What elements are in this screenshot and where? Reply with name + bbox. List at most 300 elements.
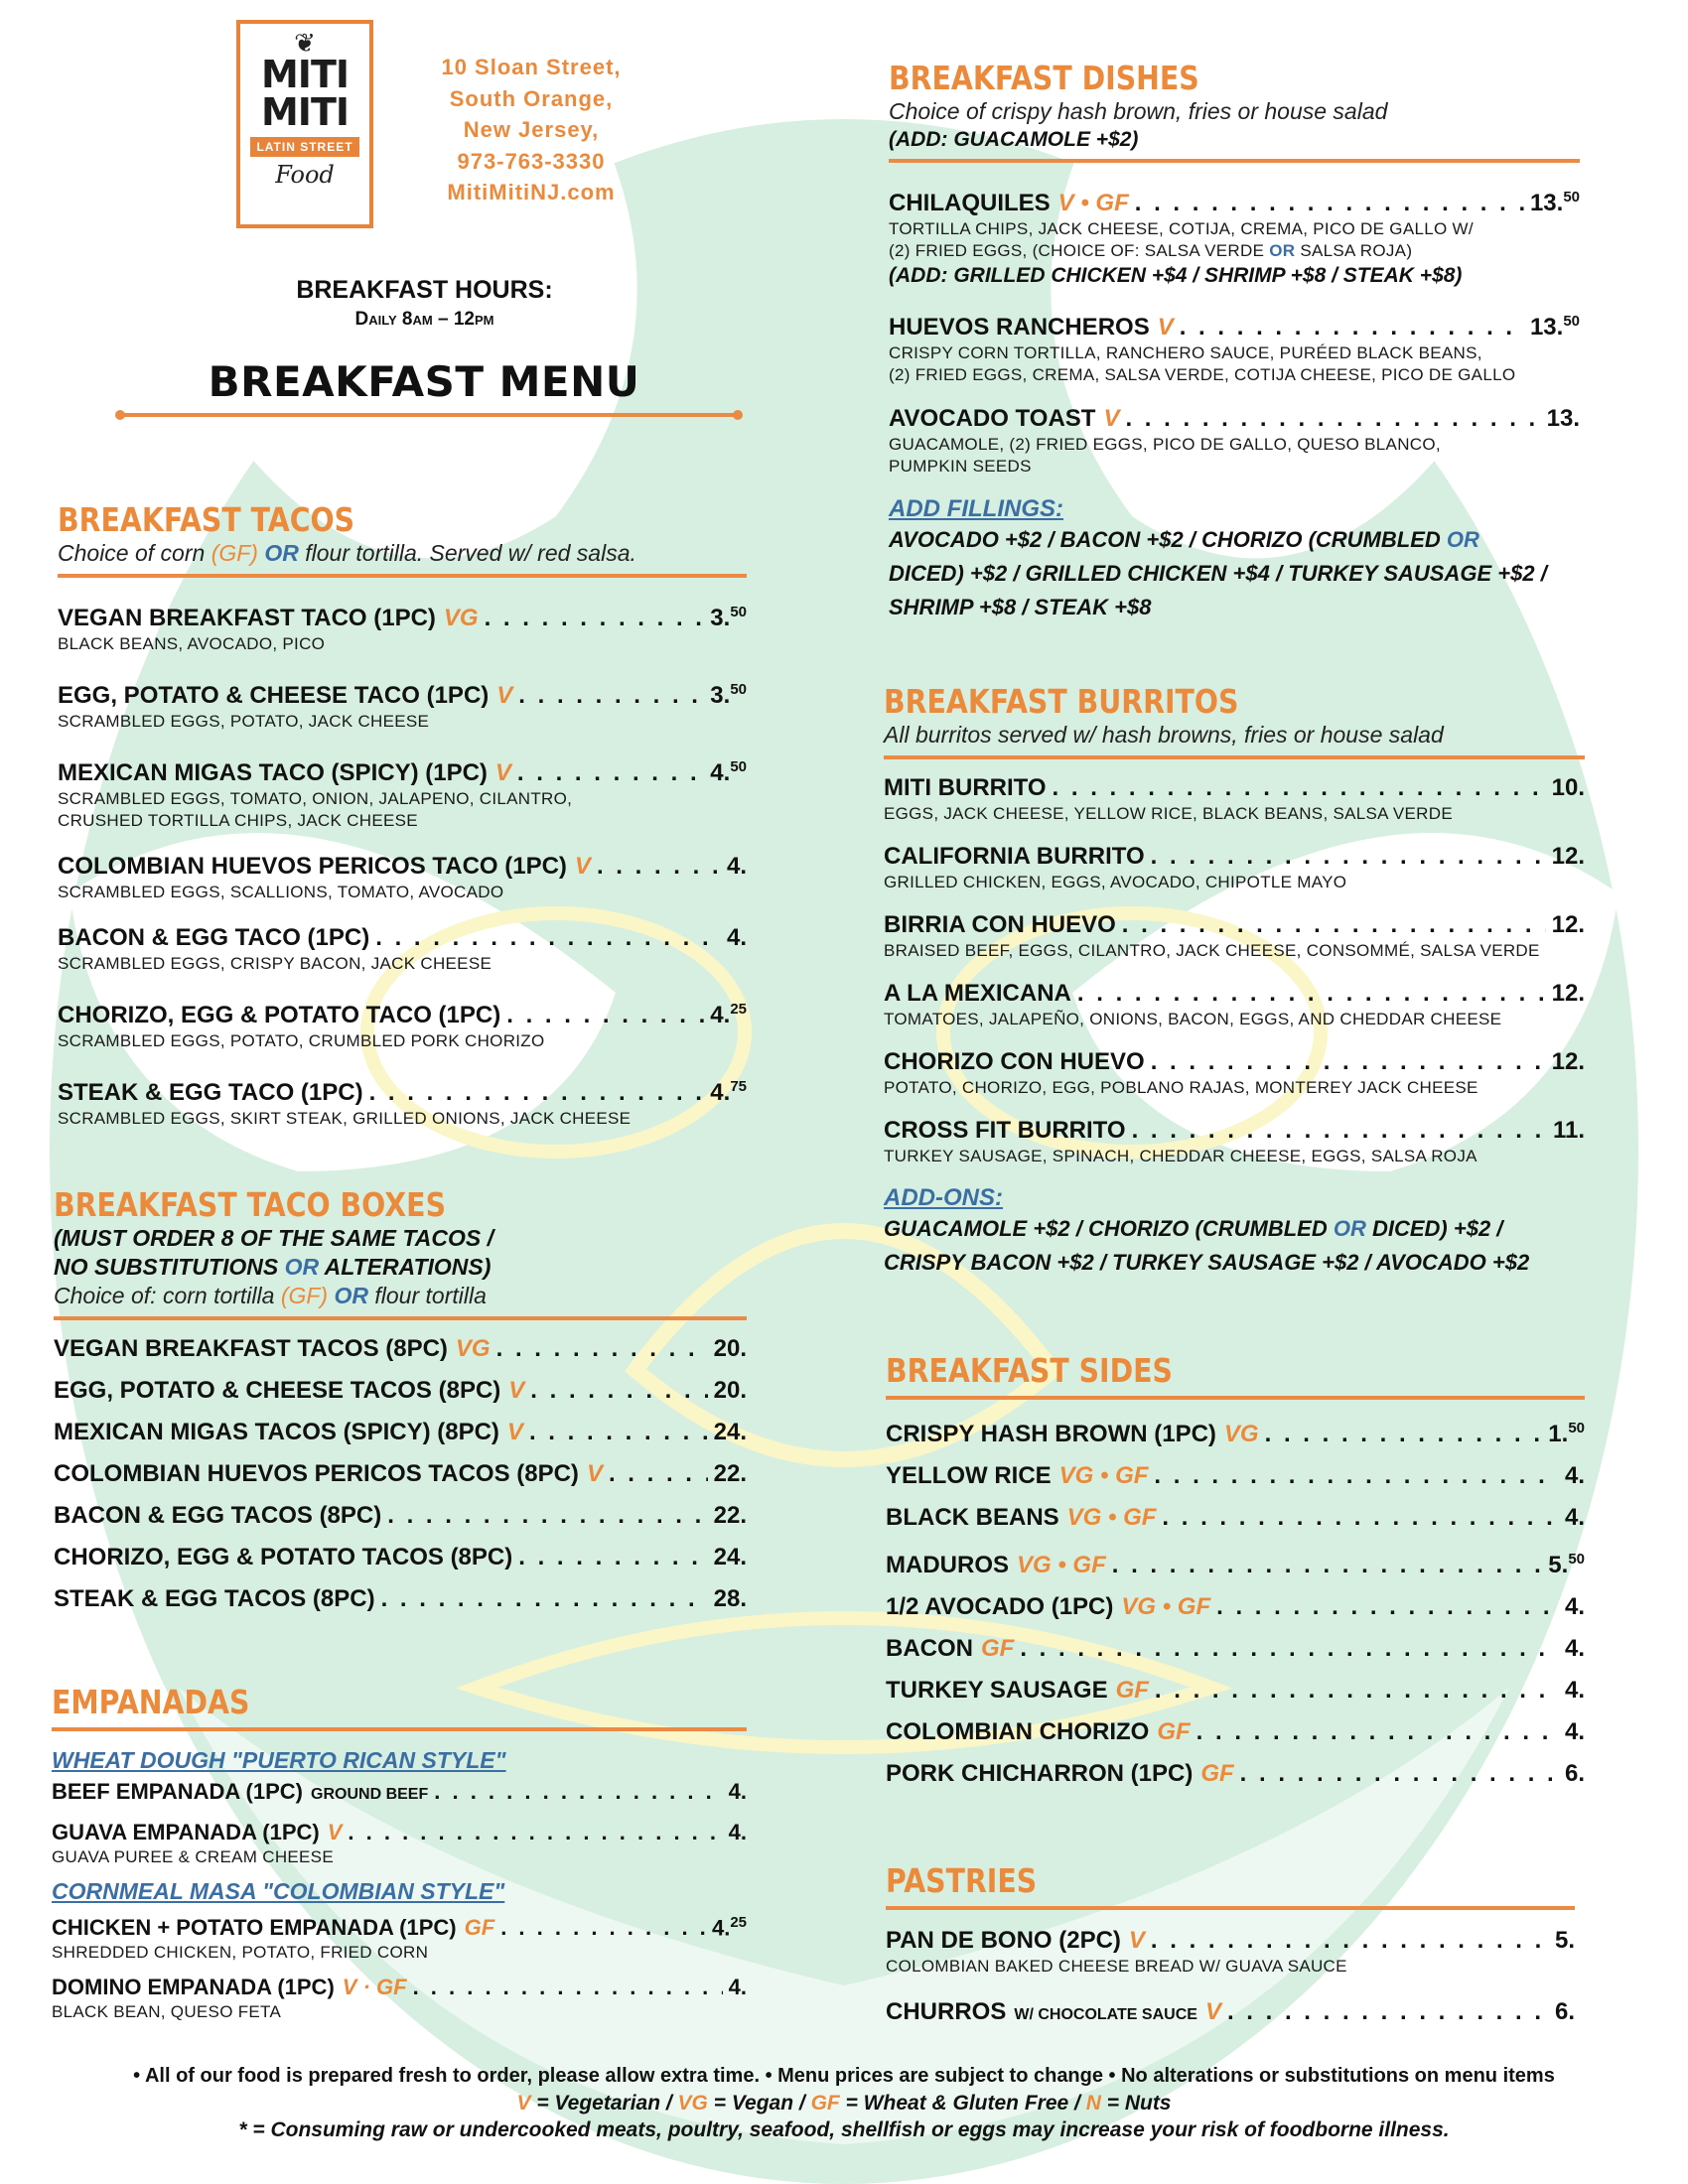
section-taco-boxes (54, 1186, 747, 1626)
menu-item (54, 1501, 747, 1531)
diet-tag: V • GF (1057, 190, 1129, 216)
section-pastries (886, 1862, 1575, 2050)
menu-item-line (886, 1997, 1575, 2030)
dot-leader (369, 1078, 705, 1108)
legend-code: GF (810, 2092, 840, 2115)
menu-item (884, 910, 1585, 962)
menu-item (886, 1634, 1585, 1664)
item-price (1552, 842, 1585, 872)
item-name: MEXICAN MIGAS TACO (SPICY) (1PC) (58, 759, 488, 786)
section-title: BREAKFAST BURRITOS (884, 682, 1239, 721)
item-name: GUAVA EMPANADA (1PC) (52, 1820, 320, 1844)
price-value: 12. (1551, 843, 1585, 870)
menu-item (58, 752, 747, 832)
menu-item (54, 1459, 747, 1489)
menu-item (884, 1116, 1585, 1167)
item-price (710, 995, 747, 1030)
or-word: OR (284, 1254, 320, 1280)
menu-item-line (58, 852, 747, 882)
legend-code: V (516, 2092, 531, 2115)
diet-tag: VG • GF (1058, 1462, 1149, 1489)
item-name: TURKEY SAUSAGE (886, 1677, 1108, 1704)
menu-item (58, 598, 747, 655)
dot-leader (381, 1584, 708, 1614)
add-ons-line-1 (884, 1212, 1585, 1246)
dot-leader (1240, 1759, 1559, 1789)
item-price (1555, 1926, 1575, 1956)
dot-leader (529, 1418, 708, 1447)
fillings-text: AVOCADO +$2 / BACON +$2 / CHORIZO (CRUMBLED (889, 527, 1447, 552)
item-price (710, 675, 747, 711)
item-name: 1/2 AVOCADO (1PC) (886, 1593, 1114, 1620)
item-name: BACON (886, 1635, 973, 1662)
dot-leader (1151, 1926, 1549, 1956)
dot-leader (1077, 979, 1546, 1009)
item-description: TOMATOES, JALAPEÑO, ONIONS, BACON, EGGS, AND CHEDDAR CHEESE (884, 1010, 1502, 1028)
menu-item-line (58, 675, 747, 711)
menu-item-line (886, 1717, 1585, 1747)
item-name: BEEF EMPANADA (1PC) (52, 1779, 304, 1804)
diet-tag: V (1157, 314, 1174, 341)
address-city: South Orange, (449, 85, 614, 111)
menu-item (52, 1819, 747, 1868)
item-name: COLOMBIAN HUEVOS PERICOS TACO (1PC) (58, 853, 567, 880)
item-price (714, 1459, 747, 1489)
menu-item (886, 1461, 1585, 1491)
menu-item-line (52, 1974, 747, 2001)
menu-item (54, 1418, 747, 1447)
price-cents: 50 (1563, 189, 1580, 205)
item-name: PAN DE BONO (2PC) (886, 1927, 1121, 1954)
item-price (1565, 1717, 1585, 1747)
dot-leader (1162, 1503, 1559, 1533)
menu-item-line (886, 1503, 1585, 1533)
item-description: SHREDDED CHICKEN, POTATO, FRIED CORN (52, 1943, 429, 1963)
price-cents: 25 (730, 1914, 747, 1931)
menu-item (889, 404, 1580, 478)
menu-item-line (52, 1778, 747, 1809)
or-word: OR (1446, 527, 1479, 552)
price-value: 11. (1552, 1117, 1585, 1144)
item-name: CHORIZO, EGG & POTATO TACOS (8PC) (54, 1544, 513, 1570)
footer-warning: * = Consuming raw or undercooked meats, poultry, seafood, shellfish or eggs may increase your risk of foodborne illness. (238, 2118, 1450, 2141)
item-price (1552, 979, 1585, 1009)
price-cents: 50 (730, 758, 747, 775)
item-add-note: (ADD: GRILLED CHICKEN +$4 / SHRIMP +$8 / STEAK +$8) (889, 264, 1463, 287)
section-rule (884, 755, 1585, 759)
diet-tag: VG • GF (1017, 1552, 1106, 1578)
diet-tag: V (327, 1820, 343, 1844)
gf-tag: (GF) (211, 540, 258, 566)
dot-leader (530, 1376, 707, 1406)
price-value: 24. (713, 1419, 747, 1445)
menu-item (884, 979, 1585, 1030)
dot-leader (1053, 773, 1546, 803)
diet-tag: GF (1115, 1677, 1149, 1704)
diet-tag: VG (443, 605, 479, 631)
item-price (729, 1974, 747, 2001)
price-value: 4. (710, 1002, 731, 1028)
menu-item-line (889, 183, 1580, 218)
price-value: 4. (1564, 1504, 1585, 1531)
item-description: SCRAMBLED EGGS, CRISPY BACON, JACK CHEESE (58, 954, 492, 973)
item-price (727, 923, 747, 953)
item-price (1530, 307, 1580, 342)
menu-item (58, 675, 747, 733)
price-value: 6. (1554, 1998, 1575, 2025)
dot-leader (1265, 1420, 1543, 1449)
section-title: PASTRIES (886, 1861, 1038, 1900)
logo-band: LATIN STREET (250, 137, 359, 157)
dot-leader (609, 1459, 708, 1489)
or-word: OR (264, 540, 299, 566)
price-value: 4. (710, 1079, 731, 1106)
menu-item (889, 307, 1580, 386)
price-value: 5. (1554, 1927, 1575, 1954)
item-name: EGG, POTATO & CHEESE TACO (1PC) (58, 682, 490, 709)
subtitle-text: flour tortilla. Served w/ red salsa. (298, 540, 636, 566)
diet-tag: V (1103, 405, 1120, 432)
diet-tag: GF (464, 1915, 495, 1941)
footer-legend (60, 2090, 1628, 2116)
item-description: SCRAMBLED EGGS, SCALLIONS, TOMATO, AVOCADO (58, 883, 504, 901)
dot-leader (518, 681, 704, 711)
item-price (729, 1819, 747, 1846)
item-price (1547, 404, 1580, 434)
dot-leader (434, 1778, 722, 1806)
hours-title: BREAKFAST HOURS: (296, 276, 553, 304)
menu-item (886, 1926, 1575, 1978)
legend-code: VG (677, 2092, 708, 2115)
menu-item-line (886, 1545, 1585, 1580)
dot-leader (1216, 1592, 1559, 1622)
menu-item-line (886, 1759, 1585, 1789)
price-value: 13. (1546, 405, 1580, 432)
diet-tag: VG (455, 1335, 491, 1362)
item-description: PUMPKIN SEEDS (889, 457, 1032, 476)
item-description: SCRAMBLED EGGS, POTATO, JACK CHEESE (58, 712, 430, 731)
menu-item-line (58, 923, 747, 953)
price-value: 13. (1529, 314, 1564, 341)
section-subtitle: All burritos served w/ hash browns, fries or house salad (884, 722, 1444, 748)
price-cents: 75 (730, 1078, 747, 1095)
dot-leader (517, 758, 704, 788)
page-title: BREAKFAST MENU (208, 357, 640, 406)
item-price (1552, 910, 1585, 940)
diet-tag: V (496, 682, 513, 709)
item-name: CRISPY HASH BROWN (1PC) (886, 1421, 1216, 1447)
legend-meaning: = Vegan / (707, 2092, 811, 2115)
diet-tag: V (1204, 1998, 1221, 2025)
price-value: 4. (1564, 1677, 1585, 1704)
box-note-1: (MUST ORDER 8 OF THE SAME TACOS / (54, 1225, 493, 1251)
menu-item-line (886, 1414, 1585, 1449)
price-cents: 50 (730, 681, 747, 698)
item-name: AVOCADO TOAST (889, 405, 1096, 432)
item-description: BLACK BEANS, AVOCADO, PICO (58, 634, 326, 653)
item-price (714, 1334, 747, 1364)
price-cents: 50 (730, 604, 747, 620)
dot-leader (1112, 1551, 1543, 1580)
item-price (1565, 1676, 1585, 1706)
price-value: 12. (1551, 980, 1585, 1007)
item-description: SCRAMBLED EGGS, POTATO, CRUMBLED PORK CHORIZO (58, 1031, 545, 1050)
price-value: 24. (713, 1544, 747, 1570)
item-price (714, 1501, 747, 1531)
price-value: 4. (1564, 1593, 1585, 1620)
diet-tag: VG • GF (1066, 1504, 1157, 1531)
diet-tag: V (574, 853, 591, 880)
item-description: BLACK BEAN, QUESO FETA (52, 2002, 282, 2022)
item-name: CALIFORNIA BURRITO (884, 843, 1145, 870)
menu-item-line (54, 1543, 747, 1572)
add-ons-text: GUACAMOLE +$2 / CHORIZO (CRUMBLED (884, 1216, 1334, 1241)
price-value: 6. (1564, 1760, 1585, 1787)
menu-item-line (52, 1909, 747, 1942)
menu-item (886, 1414, 1585, 1449)
add-ons-heading: ADD-ONS: (884, 1184, 1003, 1211)
menu-item-line (884, 1047, 1585, 1077)
price-value: 4. (728, 1820, 747, 1844)
menu-item-line (884, 979, 1585, 1009)
subtitle-text: Choice of corn (58, 540, 211, 566)
menu-item-line (886, 1634, 1585, 1664)
address-state: New Jersey, (463, 117, 600, 142)
item-description: TORTILLA CHIPS, JACK CHEESE, COTIJA, CREMA, PICO DE GALLO W/ (889, 219, 1474, 238)
note-text: ALTERATIONS) (319, 1254, 492, 1280)
item-description: SCRAMBLED EGGS, SKIRT STEAK, GRILLED ONIONS, JACK CHEESE (58, 1109, 632, 1128)
section-title: BREAKFAST SIDES (886, 1351, 1173, 1390)
hours-time: Daily 8am – 12pm (354, 309, 494, 330)
menu-item (886, 1592, 1585, 1622)
dot-leader (506, 1001, 704, 1030)
legend-meaning: = Wheat & Gluten Free / (839, 2092, 1086, 2115)
price-value: 4. (726, 924, 747, 951)
menu-item-line (58, 1072, 747, 1108)
menu-item (884, 773, 1585, 825)
diet-tag: V (586, 1460, 603, 1487)
dot-leader (1154, 1461, 1559, 1491)
item-price (1565, 1461, 1585, 1491)
diet-tag: V · GF (342, 1975, 407, 2000)
item-name: BACON & EGG TACOS (8PC) (54, 1502, 382, 1529)
item-description: GUAVA PUREE & CREAM CHEESE (52, 1847, 334, 1866)
item-price (1552, 1047, 1585, 1077)
menu-item-line (54, 1584, 747, 1614)
item-name: CHILAQUILES (889, 190, 1051, 216)
section-rule (889, 159, 1580, 163)
item-description: BRAISED BEEF, EGGS, CILANTRO, JACK CHEESE, CONSOMMÉ, SALSA VERDE (884, 941, 1540, 960)
address-website[interactable]: MitiMitiNJ.com (447, 180, 616, 205)
title-divider (119, 413, 739, 417)
menu-item (58, 995, 747, 1052)
price-value: 3. (710, 605, 731, 631)
section-breakfast-sides (886, 1352, 1585, 1801)
price-value: 4. (1564, 1718, 1585, 1745)
menu-item-line (886, 1461, 1585, 1491)
menu-item-line (886, 1926, 1575, 1956)
dot-leader (375, 923, 721, 953)
price-cents: 25 (730, 1001, 747, 1018)
menu-item-line (889, 307, 1580, 342)
section-subtitle (54, 1282, 747, 1310)
item-description: GUACAMOLE, (2) FRIED EGGS, PICO DE GALLO, QUESO BLANCO, (889, 435, 1441, 454)
menu-item (54, 1334, 747, 1364)
item-price (714, 1376, 747, 1406)
price-value: 5. (1548, 1552, 1569, 1578)
diet-tag: GF (981, 1635, 1015, 1662)
dot-leader (1151, 1047, 1546, 1077)
item-name: CHURROS (886, 1998, 1007, 2025)
dot-leader (1180, 313, 1524, 342)
item-description: CRISPY CORN TORTILLA, RANCHERO SAUCE, PURÉED BLACK BEANS, (889, 343, 1482, 362)
item-name: VEGAN BREAKFAST TACOS (8PC) (54, 1335, 448, 1362)
menu-item (54, 1376, 747, 1406)
item-name: COLOMBIAN HUEVOS PERICOS TACOS (8PC) (54, 1460, 579, 1487)
item-description: COLOMBIAN BAKED CHEESE BREAD W/ GUAVA SAUCE (886, 1957, 1347, 1976)
menu-item-line (884, 773, 1585, 803)
menu-item-line (52, 1819, 747, 1846)
dot-leader (496, 1334, 708, 1364)
gf-tag: (GF) (280, 1283, 329, 1308)
price-value: 4. (728, 1975, 747, 2000)
dot-leader (518, 1543, 707, 1572)
item-name: HUEVOS RANCHEROS (889, 314, 1150, 341)
item-extra: GROUND BEEF (311, 1786, 429, 1803)
dot-leader (1227, 1997, 1549, 2027)
fillings-line-3: SHRIMP +$8 / STEAK +$8 (889, 595, 1152, 619)
item-name: A LA MEXICANA (884, 980, 1071, 1007)
item-price (710, 752, 747, 788)
item-name: CROSS FIT BURRITO (884, 1117, 1126, 1144)
price-value: 22. (713, 1502, 747, 1529)
section-subtitle-add: (ADD: GUACAMOLE +$2) (889, 128, 1139, 151)
menu-item-line (884, 842, 1585, 872)
legend-code: N (1085, 2092, 1101, 2115)
price-value: 22. (713, 1460, 747, 1487)
hours-block (199, 276, 650, 331)
item-price (727, 852, 747, 882)
price-value: 4. (728, 1779, 747, 1804)
fillings-line-1 (889, 523, 1580, 557)
note-text: NO SUBSTITUTIONS (54, 1254, 285, 1280)
section-breakfast-burritos (884, 683, 1585, 1280)
item-name: CHORIZO, EGG & POTATO TACO (1PC) (58, 1002, 501, 1028)
section-title: BREAKFAST TACOS (58, 500, 355, 539)
dot-leader (387, 1501, 707, 1531)
item-name: YELLOW RICE (886, 1462, 1052, 1489)
dot-leader (485, 604, 705, 633)
subtitle-text: flour tortilla (367, 1283, 487, 1308)
section-breakfast-tacos (58, 501, 747, 1150)
section-title: EMPANADAS (52, 1683, 250, 1721)
item-price (1553, 1116, 1585, 1146)
or-word: OR (1269, 241, 1296, 260)
section-rule (886, 1906, 1575, 1910)
item-price (714, 1584, 747, 1614)
logo-word-1: MITI (260, 53, 349, 96)
subtitle-text: Choice of: corn tortilla (54, 1283, 281, 1308)
menu-item-line (58, 995, 747, 1030)
item-price (1565, 1503, 1585, 1533)
item-name: STEAK & EGG TACO (1PC) (58, 1079, 363, 1106)
menu-item (58, 923, 747, 975)
menu-item (884, 842, 1585, 893)
diet-tag: V (494, 759, 511, 786)
item-description: SCRAMBLED EGGS, TOMATO, ONION, JALAPENO, CILANTRO, (58, 789, 573, 808)
menu-item (52, 1974, 747, 2023)
item-description: POTATO, CHORIZO, EGG, POBLANO RAJAS, MONTEREY JACK CHEESE (884, 1078, 1478, 1097)
box-note-2 (54, 1253, 747, 1282)
item-price (714, 1543, 747, 1572)
item-name: MEXICAN MIGAS TACOS (SPICY) (8PC) (54, 1419, 499, 1445)
item-description: CRUSHED TORTILLA CHIPS, JACK CHEESE (58, 811, 418, 830)
ornament-icon: ❦ (294, 28, 316, 58)
dot-leader (1135, 189, 1524, 218)
dot-leader (413, 1974, 723, 2001)
add-fillings-heading: ADD FILLINGS: (889, 495, 1063, 522)
menu-item (54, 1584, 747, 1614)
price-value: 3. (710, 682, 731, 709)
add-ons-text: DICED) +$2 / (1365, 1216, 1503, 1241)
description-text: SALSA ROJA) (1295, 241, 1413, 260)
diet-tag: GF (1200, 1760, 1234, 1787)
diet-tag: VG • GF (1121, 1593, 1211, 1620)
description-text: (2) FRIED EGGS, (CHOICE OF: SALSA VERDE (889, 241, 1270, 260)
price-value: 28. (713, 1585, 747, 1612)
menu-item (54, 1543, 747, 1572)
item-name: BACON & EGG TACO (1PC) (58, 924, 370, 951)
price-value: 4. (711, 1915, 731, 1941)
address-block (417, 52, 645, 208)
dot-leader (1020, 1634, 1559, 1664)
item-name: BIRRIA CON HUEVO (884, 911, 1116, 938)
section-rule (58, 574, 747, 578)
price-value: 4. (1564, 1635, 1585, 1662)
fillings-line-2: DICED) +$2 / GRILLED CHICKEN +$4 / TURKEY SAUSAGE +$2 / (889, 561, 1547, 586)
logo (236, 20, 373, 228)
legend-meaning: = Nuts (1100, 2092, 1172, 2115)
price-cents: 50 (1563, 313, 1580, 330)
price-value: 20. (713, 1377, 747, 1404)
item-price (1548, 1545, 1585, 1580)
item-description: EGGS, JACK CHEESE, YELLOW RICE, BLACK BEANS, SALSA VERDE (884, 804, 1453, 823)
item-name: COLOMBIAN CHORIZO (886, 1718, 1150, 1745)
item-price (714, 1418, 747, 1447)
item-price (710, 598, 747, 633)
item-price (712, 1909, 747, 1942)
legend-meaning: = Vegetarian / (530, 2092, 678, 2115)
menu-item (886, 1676, 1585, 1706)
menu-item-line (886, 1592, 1585, 1622)
menu-item (58, 852, 747, 903)
section-rule (886, 1396, 1585, 1400)
diet-tag: VG (1223, 1421, 1259, 1447)
section-title: BREAKFAST TACO BOXES (54, 1185, 447, 1224)
item-name: VEGAN BREAKFAST TACO (1PC) (58, 605, 436, 631)
menu-item-line (54, 1334, 747, 1364)
or-word: OR (1333, 1216, 1366, 1241)
menu-item-line (884, 910, 1585, 940)
menu-item (889, 183, 1580, 289)
logo-food: Food (275, 161, 335, 189)
item-name: BLACK BEANS (886, 1504, 1059, 1531)
price-value: 12. (1551, 911, 1585, 938)
menu-item (886, 1503, 1585, 1533)
dot-leader (348, 1819, 722, 1846)
address-phone[interactable]: 973-763-3330 (457, 148, 606, 174)
item-price (1565, 1634, 1585, 1664)
